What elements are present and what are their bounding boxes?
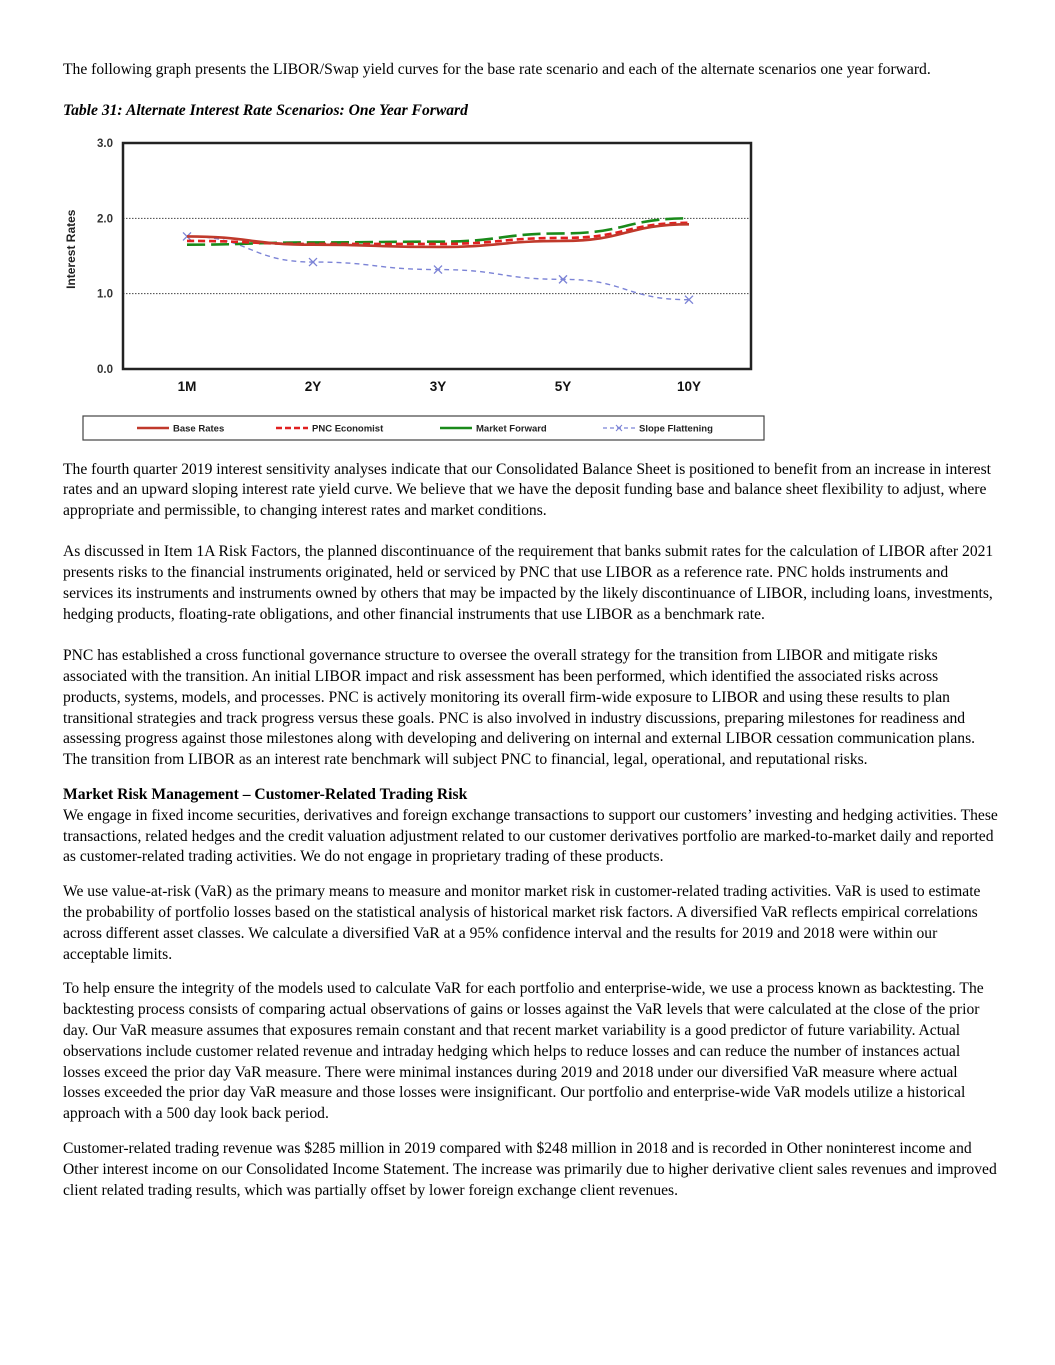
section-heading: Market Risk Management – Customer-Related Trading Risk bbox=[63, 785, 468, 803]
legend-marker bbox=[616, 425, 622, 431]
paragraph-backtesting: To help ensure the integrity of the models used to calculate VaR for each portfolio and enterprise-wide, we use a process known as backtesting. The backtesting process consists of comparing actual observations of gains or losses against the VaR levels that were calculated at the close of the prior day. Our VaR measure assumes that exposures remain constant and that recent market variability is a good predictor of future variability. Actual observations include customer related revenue and intraday hedging which helps to reduce losses and can reduce the number of instances actual losses exceed the prior day VaR measure. There were minimal instances during 2019 and 2018 under our diversified VaR measure where actual losses exceeded the prior day VaR measure and those losses were insignificant. Our portfolio and enterprise-wide VaR models utilize a historical approach with a 500 day look back period. bbox=[63, 980, 984, 1123]
paragraph-trading-activities: We engage in fixed income securities, derivatives and foreign exchange transactions to support our customers’ investing and hedging activities. These transactions, related hedges and the credit valuation adjustment related to our customer derivatives portfolio are marked-to-market daily and reported as customer-related trading activities. We do not engage in proprietary trading of these products. bbox=[63, 806, 998, 866]
x-tick-label: 3Y bbox=[429, 378, 447, 394]
plot-frame bbox=[123, 143, 751, 369]
x-tick-label: 1M bbox=[177, 378, 197, 394]
x-tick-label: 10Y bbox=[676, 378, 702, 394]
table-title: Table 31: Alternate Interest Rate Scenarios: One Year Forward bbox=[63, 101, 468, 119]
y-tick-label: 2.0 bbox=[97, 212, 113, 225]
legend-label: Market Forward bbox=[476, 423, 547, 435]
y-axis-label: Interest Rates bbox=[64, 209, 78, 289]
legend-label: PNC Economist bbox=[312, 423, 384, 435]
x-tick-label: 5Y bbox=[554, 378, 572, 394]
y-tick-label: 0.0 bbox=[97, 363, 113, 376]
paragraph-libor-risk: As discussed in Item 1A Risk Factors, the planned discontinuance of the requirement that banks submit rates for the calculation of LIBOR after 2021 presents risks to the financial instruments originated, held or serviced by PNC that use LIBOR as a reference rate. PNC holds instruments and services its instruments and instruments owned by others that may be impacted by the likely discontinuance of LIBOR, including loans, investments, hedging products, floating-rate obligations, and other financial instruments that use LIBOR as a benchmark rate. bbox=[63, 543, 994, 623]
y-tick-label: 1.0 bbox=[97, 288, 113, 301]
legend-label: Slope Flattening bbox=[639, 423, 713, 435]
chart-svg bbox=[63, 131, 773, 446]
x-tick-label: 2Y bbox=[304, 378, 322, 394]
y-tick-label: 3.0 bbox=[97, 137, 113, 150]
data-point-marker bbox=[559, 275, 567, 283]
intro-paragraph: The following graph presents the LIBOR/Swap yield curves for the base rate scenario and each of the alternate scenarios one year forward. bbox=[63, 61, 931, 78]
paragraph-libor-governance: PNC has established a cross functional governance structure to oversee the overall strategy for the transition from LIBOR and mitigate risks associated with the transition. An initial LIBOR impact and risk assessment has been performed, which identified the associated risks across products, systems, models, and processes. PNC is actively monitoring its overall firm-wide exposure to LIBOR and using these results to plan transitional strategies and track progress versus these goals. PNC is also involved in industry discussions, preparing milestones for readiness and assessing progress against those milestones along with developing and delivering on internal and external LIBOR cessation communication plans. The transition from LIBOR as an interest rate benchmark will subject PNC to financial, legal, operational, and reputational risks. bbox=[63, 647, 976, 769]
paragraph-var: We use value-at-risk (VaR) as the primary means to measure and monitor market risk in customer-related trading activities. VaR is used to estimate the probability of portfolio losses based on the statistical analysis of historical market risk factors. A diversified VaR reflects empirical correlations across different asset classes. We calculate a diversified VaR at a 95% confidence interval and the results for 2019 and 2018 were within our acceptable limits. bbox=[63, 883, 981, 963]
yield-curve-chart bbox=[63, 131, 773, 446]
paragraph-sensitivity: The fourth quarter 2019 interest sensitivity analyses indicate that our Consolidated Balance Sheet is positioned to benefit from an increase in interest rates and an upward sloping interest rate yield curve. We believe that we have the deposit funding base and balance sheet flexibility to adjust, where appropriate and permissible, to changing interest rates and market conditions. bbox=[63, 460, 992, 520]
legend-label: Base Rates bbox=[173, 423, 225, 435]
document-page bbox=[63, 60, 998, 1222]
paragraph-trading-revenue: Customer-related trading revenue was $285 million in 2019 compared with $248 million in 2018 and is recorded in Other noninterest income and Other interest income on our Consolidated Income Statement. The increase was primarily due to higher derivative client sales revenues and improved client related trading results, which was partially offset by lower foreign exchange client revenues. bbox=[63, 1139, 997, 1199]
